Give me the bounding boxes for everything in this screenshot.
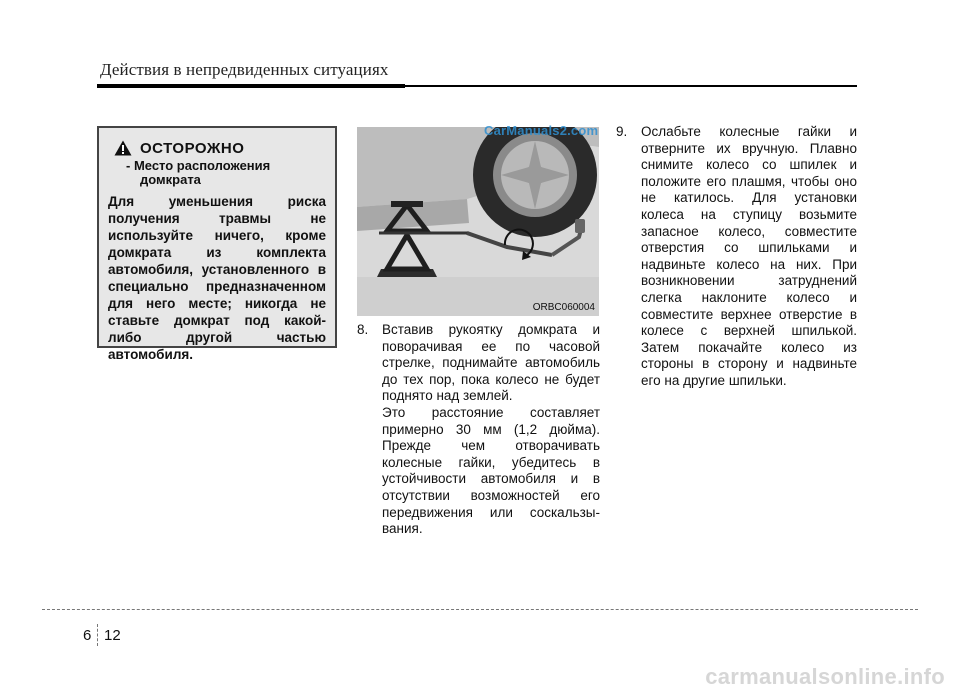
jack-photo xyxy=(357,127,599,316)
page-divider xyxy=(97,624,98,646)
caution-subtitle-line1: - Место расположения xyxy=(126,158,271,173)
caution-title: ОСТОРОЖНО xyxy=(140,139,245,157)
caution-subtitle-line2: домкрата xyxy=(140,172,201,187)
chapter-number: 6 xyxy=(83,627,92,644)
caution-subtitle xyxy=(126,159,326,187)
step-number: 9. xyxy=(616,124,628,139)
step-text: Вставив рукоятку домкрата и поворачивая ее по часовой стрелке, поднимайте автомобиль до тех пор, пока колесо не будет поднято над землей. xyxy=(382,322,600,404)
step-text: Ослабьте колесные гайки и отверните их вручную. Плавно снимите колесо со шпилек и положите его плашмя, чтобы оно не катилось. Для установки колеса на ступицу возьмите запасное колесо, совместите отверстия со шпильками и надвиньте колесо на них. При возникновении затруднений слегка наклоните колесо и совместите верхнее отверстие в колесе с верхней шпилькой. Затем покачайте колесо из стороны в сторону и надвиньте его на другие шпильки. xyxy=(641,124,857,388)
watermark: CarManuals2.com xyxy=(484,123,599,138)
caution-box xyxy=(97,126,337,362)
page-number: 12 xyxy=(104,627,121,644)
section-title: Действия в непредвиденных ситуациях xyxy=(100,60,389,79)
figure-code: ORBC060004 xyxy=(532,302,595,313)
step-9 xyxy=(616,124,857,390)
caution-heading xyxy=(108,138,326,158)
footer-watermark: carmanualsonline.info xyxy=(705,664,945,689)
header-rule-accent xyxy=(97,84,405,88)
footer-rule xyxy=(42,609,918,610)
step-text-2: Это расстояние составляет примерно 30 мм (1,2 дюйма). Прежде чем отворачивать колесные гайки, убедитесь в устойчивости автомобиля и в отсутствии возможностей его передвижения или соскальзывания. xyxy=(382,404,600,537)
warning-triangle-icon xyxy=(114,140,132,156)
step-8 xyxy=(357,322,600,538)
jack-illustration xyxy=(357,127,599,316)
step-number: 8. xyxy=(357,322,369,337)
caution-text: Для уменьшения риска получения травмы не используйте ничего, кроме домкрата из комплекта автомобиля, установленного в специально предназначенном для него месте; никогда не ставьте домкрат под какой-либо другой частью автомобиля. xyxy=(108,194,326,362)
